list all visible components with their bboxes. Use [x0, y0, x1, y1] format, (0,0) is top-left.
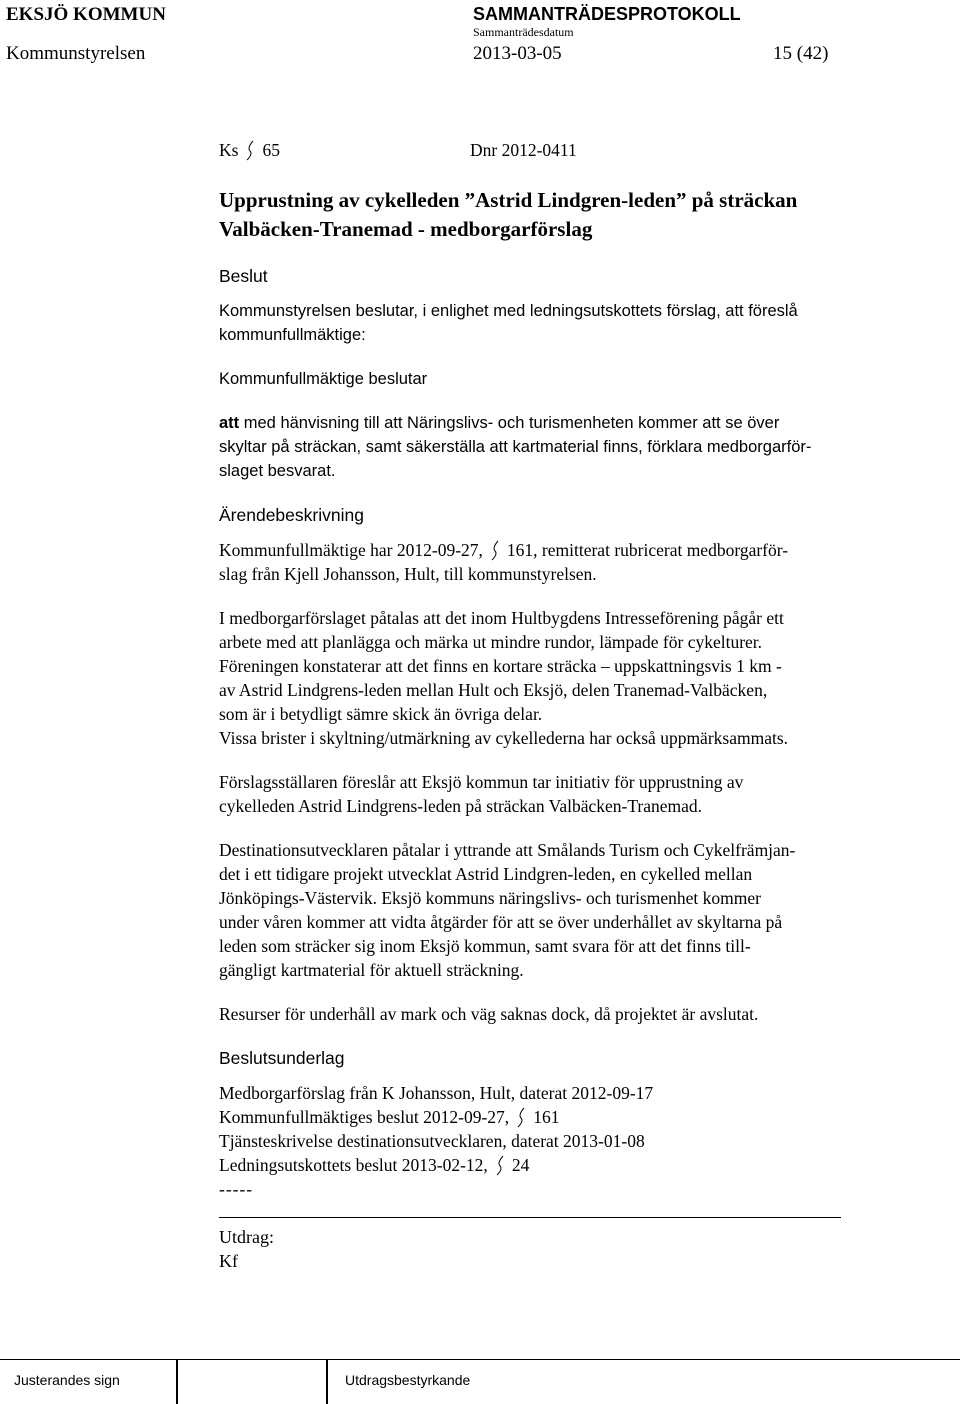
- protocol-content: [219, 138, 919, 1273]
- extract-block: [219, 1225, 919, 1273]
- ks-number: 65: [262, 140, 280, 160]
- section-sign-icon: [487, 539, 503, 561]
- decision-att-clause: [219, 411, 919, 483]
- case-title-line2: Valbäcken-Tranemad - medborgarförslag: [219, 217, 593, 241]
- list-item: Kommunfullmäktiges beslut 2012-09-27, 161: [219, 1107, 560, 1127]
- meeting-date: 2013-03-05: [473, 43, 562, 64]
- footer-column-divider: [176, 1360, 178, 1404]
- decision-intro-line2: kommunfullmäktige:: [219, 326, 366, 344]
- section-sign-icon: [242, 139, 258, 161]
- organization-name: EKSJÖ KOMMUN: [6, 4, 166, 25]
- list-item: Ledningsutskottets beslut 2013-02-12, 24: [219, 1155, 530, 1175]
- decision-intro: [219, 299, 919, 347]
- section-sign-icon: [492, 1154, 508, 1176]
- att-word: att: [219, 414, 240, 432]
- footer-divider: [0, 1359, 960, 1360]
- att-line3: slaget besvarat.: [219, 462, 336, 480]
- separator-line: [219, 1217, 841, 1218]
- section-sign-icon: [513, 1106, 529, 1128]
- arende-paragraph-4: Destinationsutvecklaren påtalar i yttrande att Smålands Turism och Cykelfrämjan- det i ett tidigare projekt utvecklat Astrid Lindgren-leden, en cykelled mellan Jönköpings-Västervik. Eksjö kommuns näringslivs- och turismenhet kommer under våren kommer att vidta åtgärder för att se över underhållet av skyltarna på leden som sträcker sig inom Eksjö kommun, samt svara för att det finns till- gängligt kartmaterial för aktuell sträckning.: [219, 840, 796, 980]
- committee-name: Kommunstyrelsen: [6, 43, 146, 64]
- document-type: SAMMANTRÄDESPROTOKOLL: [473, 4, 741, 24]
- ks-prefix: Ks: [219, 140, 239, 160]
- heading-beslut: Beslut: [219, 266, 268, 286]
- arende-paragraph-2: I medborgarförslaget påtalas att det inom Hultbygdens Intresseförening pågår ett arbete med att planlägga och märka ut mindre rundor, lämpade för cykelturer. Föreningen konstaterar att det finns en kortare sträcka – uppskattningsvis 1 km - av Astrid Lindgrens-leden mellan Hult och Eksjö, delen Tranemad-Valbäcken, som är i betydligt sämre skick än övriga delar. Vissa brister i skyltning/utmärkning av cykellederna har också uppmärksammats.: [219, 608, 789, 748]
- footer-justerandes-sign: Justerandes sign: [14, 1372, 120, 1388]
- heading-beslutsunderlag: Beslutsunderlag: [219, 1048, 345, 1068]
- case-title: [219, 186, 919, 244]
- dnr-number: Dnr 2012-0411: [470, 140, 577, 160]
- meeting-date-label: Sammanträdesdatum: [473, 25, 574, 39]
- list-item: Medborgarförslag från K Johansson, Hult, daterat 2012-09-17: [219, 1083, 654, 1103]
- footer-utdragsbestyrkande: Utdragsbestyrkande: [345, 1372, 471, 1388]
- heading-arendebeskrivning: Ärendebeskrivning: [219, 505, 364, 525]
- extract-label: Utdrag:: [219, 1227, 274, 1247]
- att-line1: med hänvisning till att Näringslivs- och turismenheten kommer att se över: [239, 414, 780, 432]
- arende-paragraph-3: Förslagsställaren föreslår att Eksjö kommun tar initiativ för upprustning av cykelleden Astrid Lindgrens-leden på sträckan Valbäcken-Tranemad.: [219, 772, 744, 816]
- list-item: Tjänsteskrivelse destinationsutvecklaren, daterat 2013-01-08: [219, 1131, 645, 1151]
- case-title-line1: Upprustning av cykelleden ”Astrid Lindgren-leden” på sträckan: [219, 188, 798, 212]
- decision-intro-line1: Kommunstyrelsen beslutar, i enlighet med ledningsutskottets förslag, att föreslå: [219, 302, 798, 320]
- kf-decides: Kommunfullmäktige beslutar: [219, 370, 428, 388]
- case-reference: [219, 138, 919, 164]
- arende-paragraph-1: Kommunfullmäktige har 2012-09-27, 161, remitterat rubricerat medborgarför- slag från Kjell Johansson, Hult, till kommunstyrelsen.: [219, 540, 789, 584]
- page-number: 15 (42): [773, 43, 829, 64]
- arende-paragraph-5: Resurser för underhåll av mark och väg saknas dock, då projektet är avslutat.: [219, 1004, 759, 1024]
- extract-recipient: Kf: [219, 1251, 238, 1271]
- att-line2: skyltar på sträckan, samt säkerställa att kartmaterial finns, förklara medborgarför-: [219, 438, 812, 456]
- decision-basis-list: [219, 1081, 919, 1201]
- list-terminator: -----: [219, 1179, 254, 1199]
- footer-column-divider: [326, 1360, 328, 1404]
